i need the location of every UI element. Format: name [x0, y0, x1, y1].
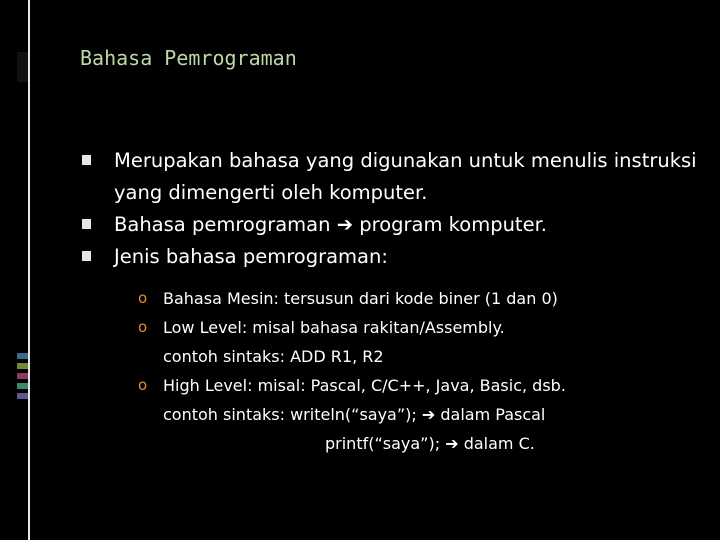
sub-bullet-text: Low Level: misal bahasa rakitan/Assembly. — [163, 318, 505, 337]
sub-bullet-item — [138, 284, 700, 313]
bullet-text: Bahasa pemrograman — [114, 213, 331, 236]
bullet-item — [80, 145, 700, 209]
sub-bullet-line — [163, 400, 700, 429]
slide-content — [80, 145, 700, 458]
decor-stripe — [17, 353, 28, 359]
code-example-text: contoh sintaks: writeln(“saya”); — [163, 405, 417, 424]
square-bullet-icon — [82, 155, 91, 165]
bullet-text: program komputer. — [359, 213, 547, 236]
square-bullet-icon — [82, 219, 91, 229]
sub-bullet-text: dalam C. — [463, 434, 535, 453]
arrow-right-icon: ➔ — [421, 405, 436, 424]
bullet-text: Jenis bahasa pemrograman: — [114, 245, 388, 268]
decor-stripe — [17, 373, 28, 379]
sub-bullet-text: High Level: misal: Pascal, C/C++, Java, Basic, dsb. — [163, 376, 566, 395]
square-bullet-icon — [82, 251, 91, 261]
sub-bullet-item — [138, 313, 700, 371]
decor-stripe — [17, 383, 28, 389]
decor-stripe — [17, 393, 28, 399]
sub-bullet-line — [163, 429, 700, 458]
sub-bullet-text: contoh sintaks: ADD R1, R2 — [163, 347, 384, 366]
arrow-right-icon: ➔ — [336, 213, 354, 236]
circle-bullet-icon: o — [138, 376, 148, 394]
decor-stripe — [17, 363, 28, 369]
code-example-text: printf(“saya”); — [325, 434, 441, 453]
arrow-right-icon: ➔ — [445, 434, 459, 453]
sub-bullet-item — [138, 371, 700, 458]
left-accent-bar — [17, 52, 28, 82]
circle-bullet-icon: o — [138, 289, 148, 307]
sub-bullet-text: Bahasa Mesin: tersusun dari kode biner (1 dan 0) — [163, 289, 558, 308]
bullet-text: Merupakan bahasa yang digunakan untuk menulis instruksi yang dimengerti oleh komputer. — [114, 149, 697, 204]
bullet-item — [80, 209, 700, 241]
left-border-line — [28, 0, 30, 540]
bullet-item — [80, 241, 700, 273]
slide-title: Bahasa Pemrograman — [80, 46, 297, 70]
circle-bullet-icon: o — [138, 318, 148, 336]
sub-bullet-list — [80, 284, 700, 458]
sub-bullet-text: dalam Pascal — [440, 405, 546, 424]
